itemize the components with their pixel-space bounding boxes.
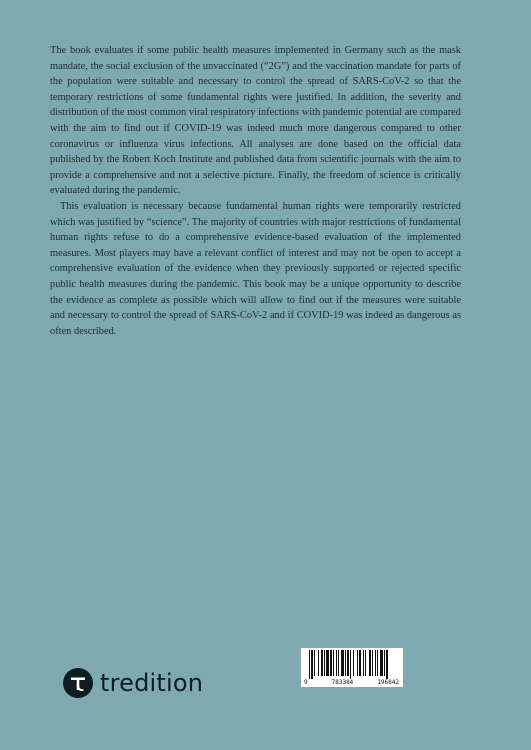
barcode-digit-1: 9: [304, 679, 308, 686]
publisher-name: tredition: [100, 669, 204, 697]
blurb-text: [50, 43, 461, 339]
barcode-bar: [375, 650, 376, 676]
barcode-bar: [341, 650, 344, 676]
barcode-bar: [359, 650, 361, 676]
barcode-bars: [301, 648, 403, 679]
publisher-logo: [63, 666, 203, 700]
barcode-bar: [338, 650, 339, 676]
barcode-bar: [353, 650, 354, 676]
barcode-bar: [369, 650, 371, 676]
barcode-digits: [301, 679, 403, 686]
barcode-bar: [324, 650, 325, 676]
blurb-paragraph-1: The book evaluates if some public health measures implemented in Germany such as the mask mandate, the social exclusion of the unvaccinated (“2G”) and the vaccination mandate for parts of the population were suitable and necessary to control the spread of SARS-CoV-2 so that the temporary restrictions of some fundamental rights were justified. In addition, the severity and distribution of the most common viral respiratory infections with pandemic potential are compared with the aim to find out if COVID-19 was indeed much more dangerous compared to other coronavirus or influenza virus infections. All analyses are done based on the official data published by the Robert Koch Institute and published data from scientific journals with the aim to provide a comprehensive and not a selective picture. Finally, the freedom of science is critically evaluated during the pandemic.: [50, 45, 461, 197]
barcode-bar: [336, 650, 337, 676]
barcode-bar: [350, 650, 351, 679]
barcode-bar: [363, 650, 364, 676]
barcode-bar: [333, 650, 334, 676]
barcode-bar: [365, 650, 366, 676]
barcode-digit-group-1: 783384: [331, 679, 354, 686]
barcode-bar: [380, 650, 383, 676]
barcode-bar: [384, 650, 385, 676]
barcode-bar: [386, 650, 388, 679]
barcode-digit-group-2: 196842: [377, 679, 399, 686]
barcode-bar: [311, 650, 313, 679]
barcode-bar: [377, 650, 378, 676]
barcode-bar: [318, 650, 319, 676]
blurb-paragraph-2: This evaluation is necessary because fundamental human rights were temporarily restricted which was justified by “science”. The majority of countries with major restrictions of fundamental human rights refuse to do a comprehensive evidence-based evaluation of the implemented measures. Most players may have a relevant conflict of interest and may not be open to accept a comprehensive evaluation of the evidence when they previously supported or rejected specific public health measures during the pandemic. This book may be a unique opportunity to describe the evidence as complete as possible which will allow to find out if the measures were suitable and necessary to control the spread of SARS-CoV-2 and if COVID-19 was indeed as dangerous as often described.: [50, 200, 461, 337]
barcode-bar: [326, 650, 329, 676]
barcode-bar: [314, 650, 315, 676]
isbn-barcode: [301, 648, 403, 687]
barcode-bar: [345, 650, 346, 676]
barcode-bar: [372, 650, 373, 676]
barcode-bar: [321, 650, 323, 676]
tredition-logo-icon: [63, 668, 93, 698]
barcode-bar: [357, 650, 358, 676]
barcode-bar: [309, 650, 310, 679]
barcode-bar: [347, 650, 349, 676]
barcode-bar: [330, 650, 332, 676]
